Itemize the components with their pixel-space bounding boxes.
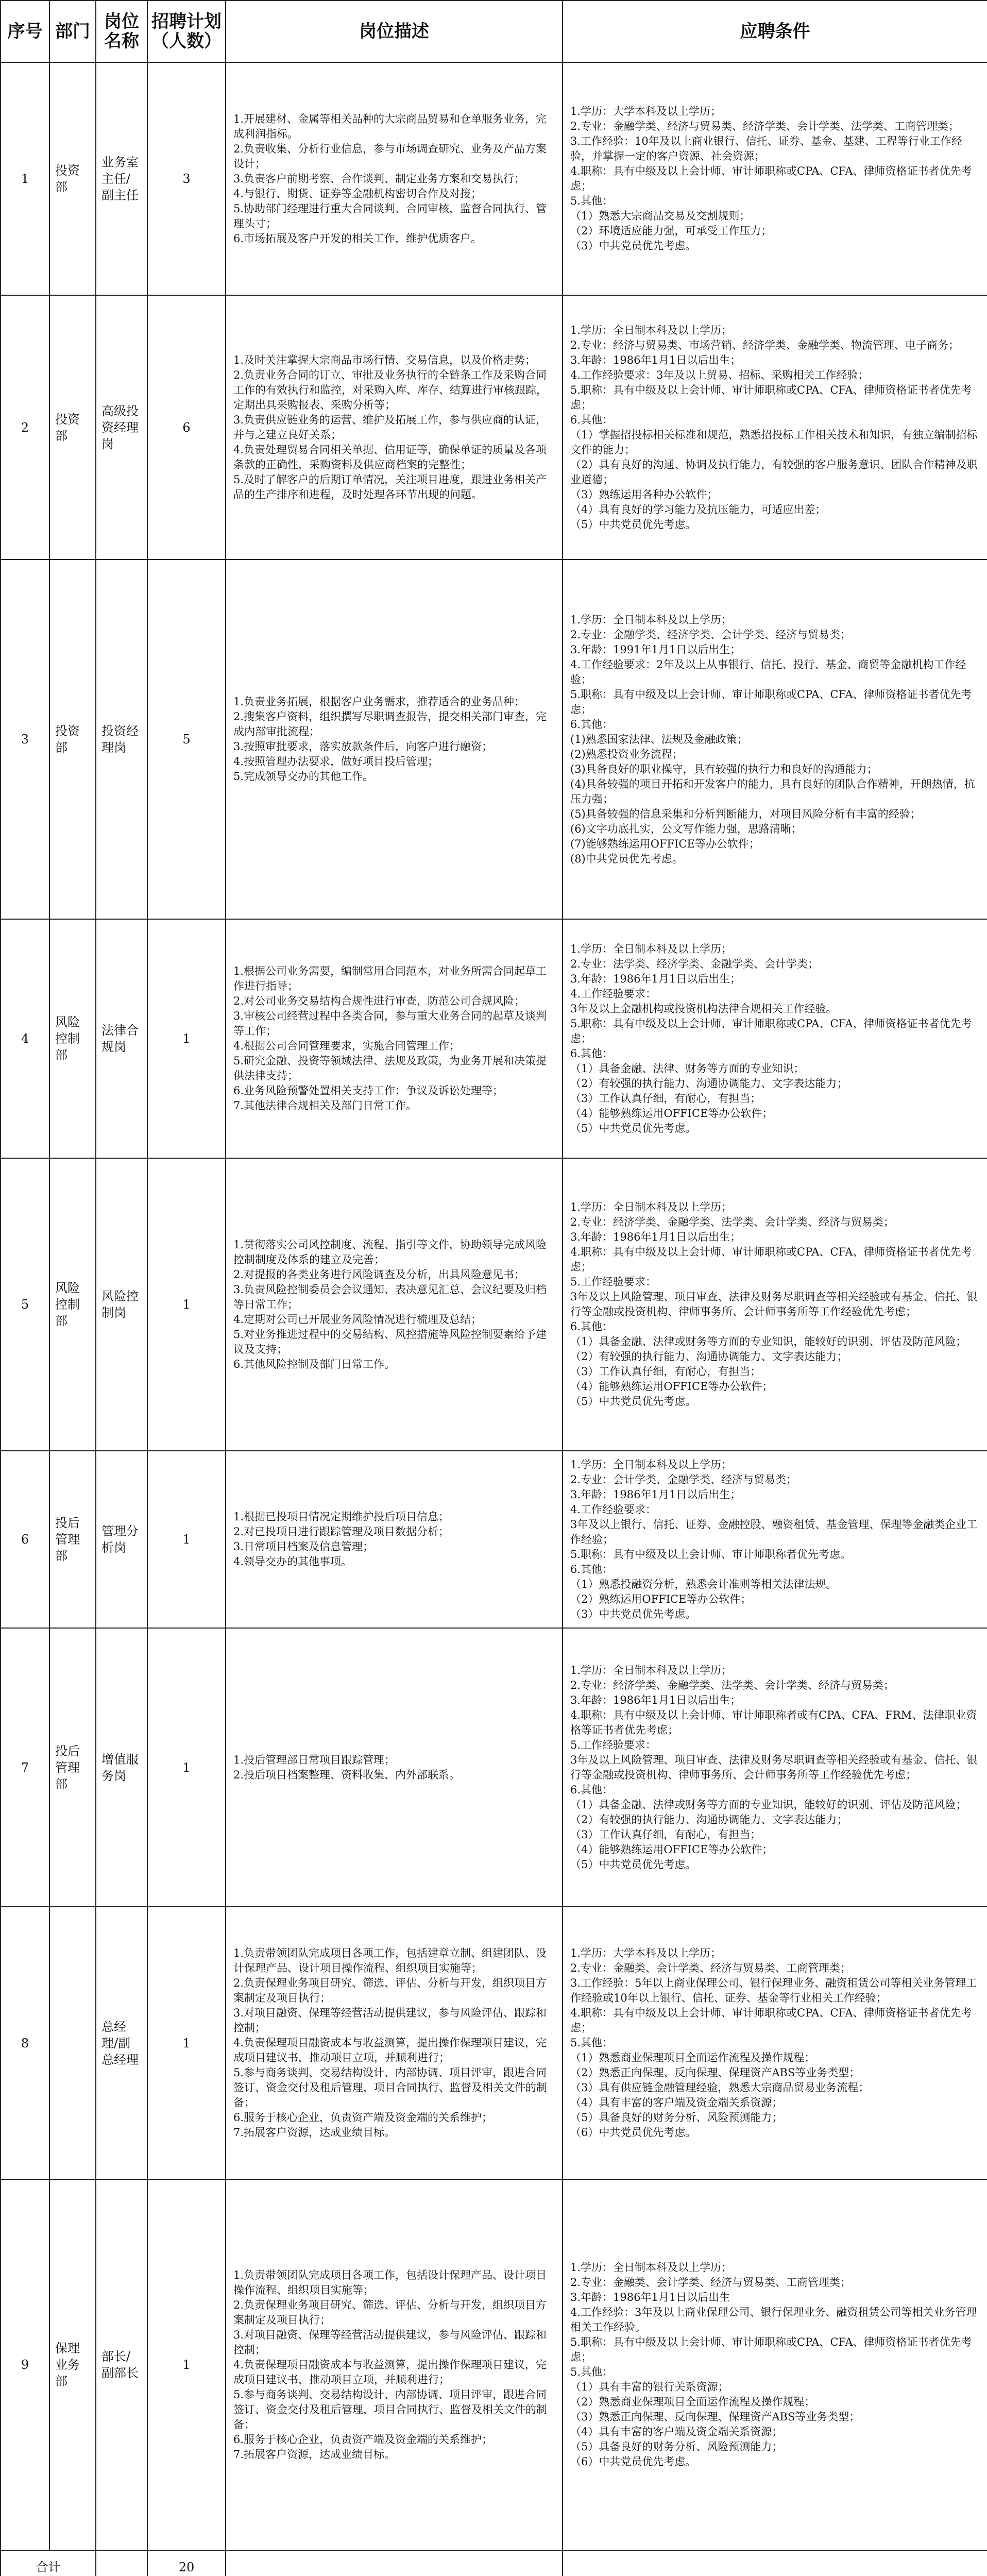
row-dept: 投后管理部 [49,1628,96,1907]
row-count: 1 [147,1451,226,1628]
row-description-text: 1.负责业务拓展，根据客户业务需求，推荐适合的业务品种； 2.搜集客户资料，组织撰写尽职调查报告，提交相关部门审查，完成内部审批流程； 3.按照审批要求，落实放款条件后，向客户进行融资； 4.按照管理办法要求，做好项目投后管理； 5.完成领导交办的其他工作。 [233,696,547,783]
row-seq: 4 [1,919,49,1158]
row-position: 管理分析岗 [96,1451,147,1628]
row-dept: 投后管理部 [49,1451,96,1628]
row-requirements-text: 1.学历：大学本科及以上学历； 2.专业：金融类、会计学类、经济与贸易类、工商管理类； 3.工作经验：5年以上商业保理公司、银行保理业务、融资租赁公司等相关业务管理工作经验或10年以上银行、信托、证券、基金等行业相关工作经验； 4.职称：具有中级及以上会计师、审计师职称或CPA、CFA、律师资格证书者优先考虑； 5.其他： （1）熟悉商业保理项目全面运作流程及操作规程； （2）熟悉正向保理、反向保理、保理资产ABS等业务类型； （3）具有供应链金融管理经验，熟悉大宗商品贸易业务流程； （4）具有丰富的客户端及资金端关系资源； （5）具备良好的财务分析、风险预测能力； （6）中共党员优先考虑。 [570,1947,977,2139]
table-row [1,1628,987,1907]
row-requirements-text: 1.学历：全日制本科及以上学历； 2.专业：会计学类、金融学类、经济与贸易类； 3.年龄：1986年1月1日以后出生； 4.工作经验要求： 3年及以上银行、信托、证券、金融控股、融资租赁、基金管理、保理等金融类企业工作经验； 5.职称：具有中级及以上会计师、审计师职称者优先考虑。 6.其他： （1）熟悉投融资分析，熟悉会计准则等相关法律法规。 （2）熟练运用OFFICE等办公软件； （3）中共党员优先考虑。 [570,1458,978,1620]
row-requirements [563,1628,987,1907]
row-dept: 投资部 [49,295,96,560]
row-dept: 投资部 [49,560,96,919]
row-count: 1 [147,1158,226,1451]
row-requirements [563,62,987,295]
total-req-empty [563,2550,987,2576]
row-description [226,560,563,919]
header-dept: 部门 [49,1,96,62]
row-count: 3 [147,62,226,295]
row-count: 1 [147,1628,226,1907]
table-row [1,2179,987,2550]
row-requirements-text: 1.学历：全日制本科及以上学历； 2.专业：金融学类、经济学类、会计学类、经济与贸易类； 3.年龄：1991年1月1日以后出生； 4.工作经验要求：2年及以上从事银行、信托、投行、基金、商贸等金融机构工作经验； 5.职称：具有中级及以上会计师、审计师职称或CPA、CFA、律师资格证书者优先考虑； 6.其他： (1)熟悉国家法律、法规及金融政策； (2)熟悉投资业务流程； (3)具备良好的职业操守，具有较强的执行力和良好的沟通能力； (4)具备较强的项目开拓和开发客户的能力，具有良好的团队合作精神，开朗热情，抗压力强； (5)具备较强的信息采集和分析判断能力，对项目风险分析有丰富的经验； (6)文字功底扎实，公文写作能力强，思路清晰； (7)能够熟练运用OFFICE等办公软件； (8)中共党员优先考虑。 [570,613,975,865]
row-seq: 8 [1,1907,49,2179]
row-position: 高级投资经理岗 [96,295,147,560]
table-row [1,62,987,295]
row-description [226,62,563,295]
table-row [1,295,987,560]
row-seq: 3 [1,560,49,919]
row-seq: 6 [1,1451,49,1628]
row-count: 5 [147,560,226,919]
row-requirements [563,1451,987,1628]
row-description [226,919,563,1158]
row-description-text: 1.负责带领团队完成项目各项工作，包括设计保理产品、设计项目操作流程、组织项目实施等； 2.负责保理业务项目研究、筛选、评估、分析与开发，组织项目方案制定及项目执行； 3.对项目融资、保理等经营活动提供建议，参与风险评估、跟踪和控制； 4.负责保理项目融资成本与收益测算，提出操作保理项目建议，完成项目建议书，推动项目立项，并顺利进行； 5.参与商务谈判、交易结构设计、内部协调、项目评审，跟进合同签订、资金交付及租后管理，项目合同执行、监督及相关文件的制备； 6.服务于核心企业，负责资产端及资金端的关系维护； 7.拓展客户资源，达成业绩目标。 [233,2268,547,2461]
row-dept: 投资部 [49,62,96,295]
row-count: 1 [147,1907,226,2179]
total-count: 20 [147,2550,226,2576]
row-position: 风险控制岗 [96,1158,147,1451]
header-row [1,1,987,62]
row-requirements [563,919,987,1158]
row-seq: 9 [1,2179,49,2550]
row-position: 部长/副部长 [96,2179,147,2550]
row-requirements-text: 1.学历：全日制本科及以上学历； 2.专业：经济学类、金融学类、法学类、会计学类、经济与贸易类； 3.年龄：1986年1月1日以后出生； 4.职称：具有中级及以上会计师、审计师职称者或有CPA、CFA、FRM、法律职业资格等证书者优先考虑； 5.工作经验要求： 3年及以上风险管理、项目审查、法律及财务尽职调查等相关经验或有基金、信托、银行等金融或投资机构、律师事务所、会计师事务所等工作经验优先考虑； 6.其他： （1）具备金融、法律或财务等方面的专业知识，能较好的识别、评估及防范风险； （2）有较强的执行能力、沟通协调能力、文字表达能力； （3）工作认真仔细，有耐心，有担当； （4）能够熟练运用OFFICE等办公软件； （5）中共党员优先考虑。 [570,1664,978,1871]
header-desc: 岗位描述 [226,1,563,62]
header-count: 招聘计划（人数） [147,1,226,62]
table-row [1,1451,987,1628]
row-requirements-text: 1.学历：全日制本科及以上学历； 2.专业：经济与贸易类、市场营销、经济学类、金融学类、物流管理、电子商务； 3.年龄：1986年1月1日以后出生； 4.工作经验要求：3年及以上贸易、招标、采购相关工作经验； 5.职称：具有中级及以上会计师、审计师职称或CPA、CFA、律师资格证书者优先考虑； 6.其他： （1）掌握招投标相关标准和规范，熟悉招投标工作相关技术和知识，有独立编制招标文件的能力； （2）具有良好的沟通、协调及执行能力，有较强的客户服务意识、团队合作精神及职业道德； （3）熟练运用各种办公软件； （4）具有良好的学习能力及抗压能力，可适应出差； （5）中共党员优先考虑。 [570,324,978,531]
row-description-text: 1.根据已投项目情况定期维护投后项目信息； 2.对已投项目进行跟踪管理及项目数据分析； 3.日常项目档案及信息管理； 4.领导交办的其他事项。 [233,1511,450,1568]
row-position: 业务室主任/副主任 [96,62,147,295]
total-label: 合计 [1,2550,96,2576]
row-requirements [563,560,987,919]
row-count: 1 [147,919,226,1158]
row-description-text: 1.负责带领团队完成项目各项工作，包括建章立制、组建团队、设计保理产品、设计项目操作流程、组织项目实施等； 2.负责保理业务项目研究、筛选、评估、分析与开发，组织项目方案制定及项目执行； 3.对项目融资、保理等经营活动提供建议，参与风险评估、跟踪和控制； 4.负责保理项目融资成本与收益测算，提出操作保理项目建议，完成项目建议书，推动项目立项，并顺利进行； 5.参与商务谈判、交易结构设计、内部协调、项目评审，跟进合同签订、资金交付及租后管理，项目合同执行、监督及相关文件的制备； 6.服务于核心企业，负责资产端及资金端的关系维护； 7.拓展客户资源，达成业绩目标。 [233,1947,547,2139]
header-seq: 序号 [1,1,49,62]
row-requirements-text: 1.学历：全日制本科及以上学历； 2.专业：法学类、经济学类、金融学类、会计学类； 3.年龄：1986年1月1日以后出生； 4.工作经验要求： 3年及以上金融机构或投资机构法律合规相关工作经验。 5.职称：具有中级及以上会计师、审计师职称或CPA、CFA、律师资格证书者优先考虑； 6.其他： （1）具备金融、法律、财务等方面的专业知识； （2）有较强的执行能力、沟通协调能力、文字表达能力； （3）工作认真仔细，有耐心，有担当； （4）能够熟练运用OFFICE等办公软件； （5）中共党员优先考虑。 [570,942,972,1134]
row-description [226,2179,563,2550]
row-description [226,1628,563,1907]
row-position: 法律合规岗 [96,919,147,1158]
row-description [226,295,563,560]
row-requirements [563,1907,987,2179]
row-requirements [563,2179,987,2550]
row-description-text: 1.投后管理部日常项目跟踪管理； 2.投后项目档案整理、资料收集、内外部联系。 [233,1753,461,1781]
row-requirements [563,295,987,560]
table-row [1,560,987,919]
table-row [1,1158,987,1451]
row-count: 6 [147,295,226,560]
total-desc-empty [226,2550,563,2576]
total-row [1,2550,987,2576]
row-description [226,1907,563,2179]
row-seq: 5 [1,1158,49,1451]
header-position: 岗位名称 [96,1,147,62]
row-position: 增值服务岗 [96,1628,147,1907]
row-count: 1 [147,2179,226,2550]
row-position: 投资经理岗 [96,560,147,919]
row-requirements-text: 1.学历：全日制本科及以上学历； 2.专业：金融类、会计学类、经济与贸易类、工商管理类； 3.年龄：1986年1月1日以后出生 4.工作经验：3年及以上商业保理公司、银行保理业务、融资租赁公司等相关业务管理相关工作经验。 5.职称：具有中级及以上会计师、审计师职称或CPA、CFA、律师资格证书者优先考虑； 5.其他： （1）具有丰富的银行关系资源； （2）熟悉商业保理项目全面运作流程及操作规程； （3）熟悉正向保理、反向保理、保理资产ABS等业务类型； （4）具有丰富的客户端及资金端关系资源； （5）具备良好的财务分析、风险预测能力； （6）中共党员优先考虑。 [570,2261,977,2468]
row-position: 总经理/副总经理 [96,1907,147,2179]
row-dept: 风险控制部 [49,919,96,1158]
row-description-text: 1.及时关注掌握大宗商品市场行情、交易信息，以及价格走势； 2.负责业务合同的订立、审批及业务执行的全链条工作及采购合同工作的有效执行和监控，对采购入库、库存、结算进行审核跟踪，定期出具采购报表、采购分析等； 3.负责供应链业务的运营、维护及拓展工作，参与供应商的认证，并与之建立良好关系； 4.负责处理贸易合同相关单据、信用证等，确保单证的质量及各项条款的正确性，采购资料及供应商档案的完整性； 5.及时了解客户的后期订单情况，关注项目进度，跟进业务相关产品的生产排序和进程，及时处理各环节出现的问题。 [233,353,547,501]
row-seq: 2 [1,295,49,560]
row-dept: 风险控制部 [49,1158,96,1451]
row-dept [49,1907,96,2179]
row-description-text: 1.根据公司业务需要，编制常用合同范本，对业务所需合同起草工作进行指导； 2.对公司业务交易结构合规性进行审查，防范公司合规风险； 3.审核公司经营过程中各类合同，参与重大业务合同的起草及谈判等工作； 4.根据公司合同管理要求，实施合同管理工作； 5.研究金融、投资等领域法律、法规及政策，为业务开展和决策提供法律支持； 6.业务风险预警处置相关支持工作；争议及诉讼处理等； 7.其他法律合规相关及部门日常工作。 [233,965,547,1112]
total-spacer [96,2550,147,2576]
table-row [1,1907,987,2179]
row-dept: 保理业务部 [49,2179,96,2550]
row-seq: 7 [1,1628,49,1907]
row-requirements-text: 1.学历：全日制本科及以上学历； 2.专业：经济学类、金融学类、法学类、会计学类、经济与贸易类； 3.年龄：1986年1月1日以后出生； 4.职称：具有中级及以上会计师、审计师职称或CPA、CFA、律师资格证书者优先考虑； 5.工作经验要求： 3年及以上风险管理、项目审查、法律及财务尽职调查等相关经验或有基金、信托、银行等金融或投资机构、律师事务所、会计师事务所等工作经验优先考虑； 6.其他： （1）具备金融、法律或财务等方面的专业知识，能较好的识别、评估及防范风险； （2）有较强的执行能力、沟通协调能力、文字表达能力； （3）工作认真仔细，有耐心，有担当； （4）能够熟练运用OFFICE等办公软件； （5）中共党员优先考虑。 [570,1201,978,1408]
row-description [226,1158,563,1451]
row-description-text: 1.开展建材、金属等相关品种的大宗商品贸易和仓单服务业务，完成利润指标。 2.负责收集、分析行业信息，参与市场调查研究、业务及产品方案设计； 3.负责客户前期考察、合作谈判、制定业务方案和交易执行； 4.与银行、期货、证券等金融机构密切合作及对接； 5.协助部门经理进行重大合同谈判、合同审核，监督合同执行、管理头寸； 6.市场拓展及客户开发的相关工作，维护优质客户。 [233,112,547,245]
row-requirements-text: 1.学历：大学本科及以上学历； 2.专业：金融学类、经济与贸易类、经济学类、会计学类、法学类、工商管理类； 3.工作经验：10年及以上商业银行、信托、证券、基金、基建、工程等行业工作经验，并掌握一定的客户资源、社会资源； 4.职称：具有中级及以上会计师、审计师职称或CPA、CFA、律师资格证书者优先考虑； 5.其他： （1）熟悉大宗商品交易及交割规则； （2）环境适应能力强，可承受工作压力； （3）中共党员优先考虑。 [570,105,972,252]
row-description-text: 1.贯彻落实公司风控制度、流程、指引等文件，协助领导完成风险控制制度及体系的建立及完善； 2.对提报的各类业务进行风险调查及分析，出具风险意见书； 3.负责风险控制委员会会议通知、表决意见汇总、会议纪要及归档等日常工作； 4.定期对公司已开展业务风险情况进行梳理及总结； 5.对业务推进过程中的交易结构、风控措施等风险控制要素给予建议及支持； 6.其他风险控制及部门日常工作。 [233,1238,547,1370]
row-seq: 1 [1,62,49,295]
table-row [1,919,987,1158]
row-requirements [563,1158,987,1451]
row-description [226,1451,563,1628]
header-req: 应聘条件 [563,1,987,62]
